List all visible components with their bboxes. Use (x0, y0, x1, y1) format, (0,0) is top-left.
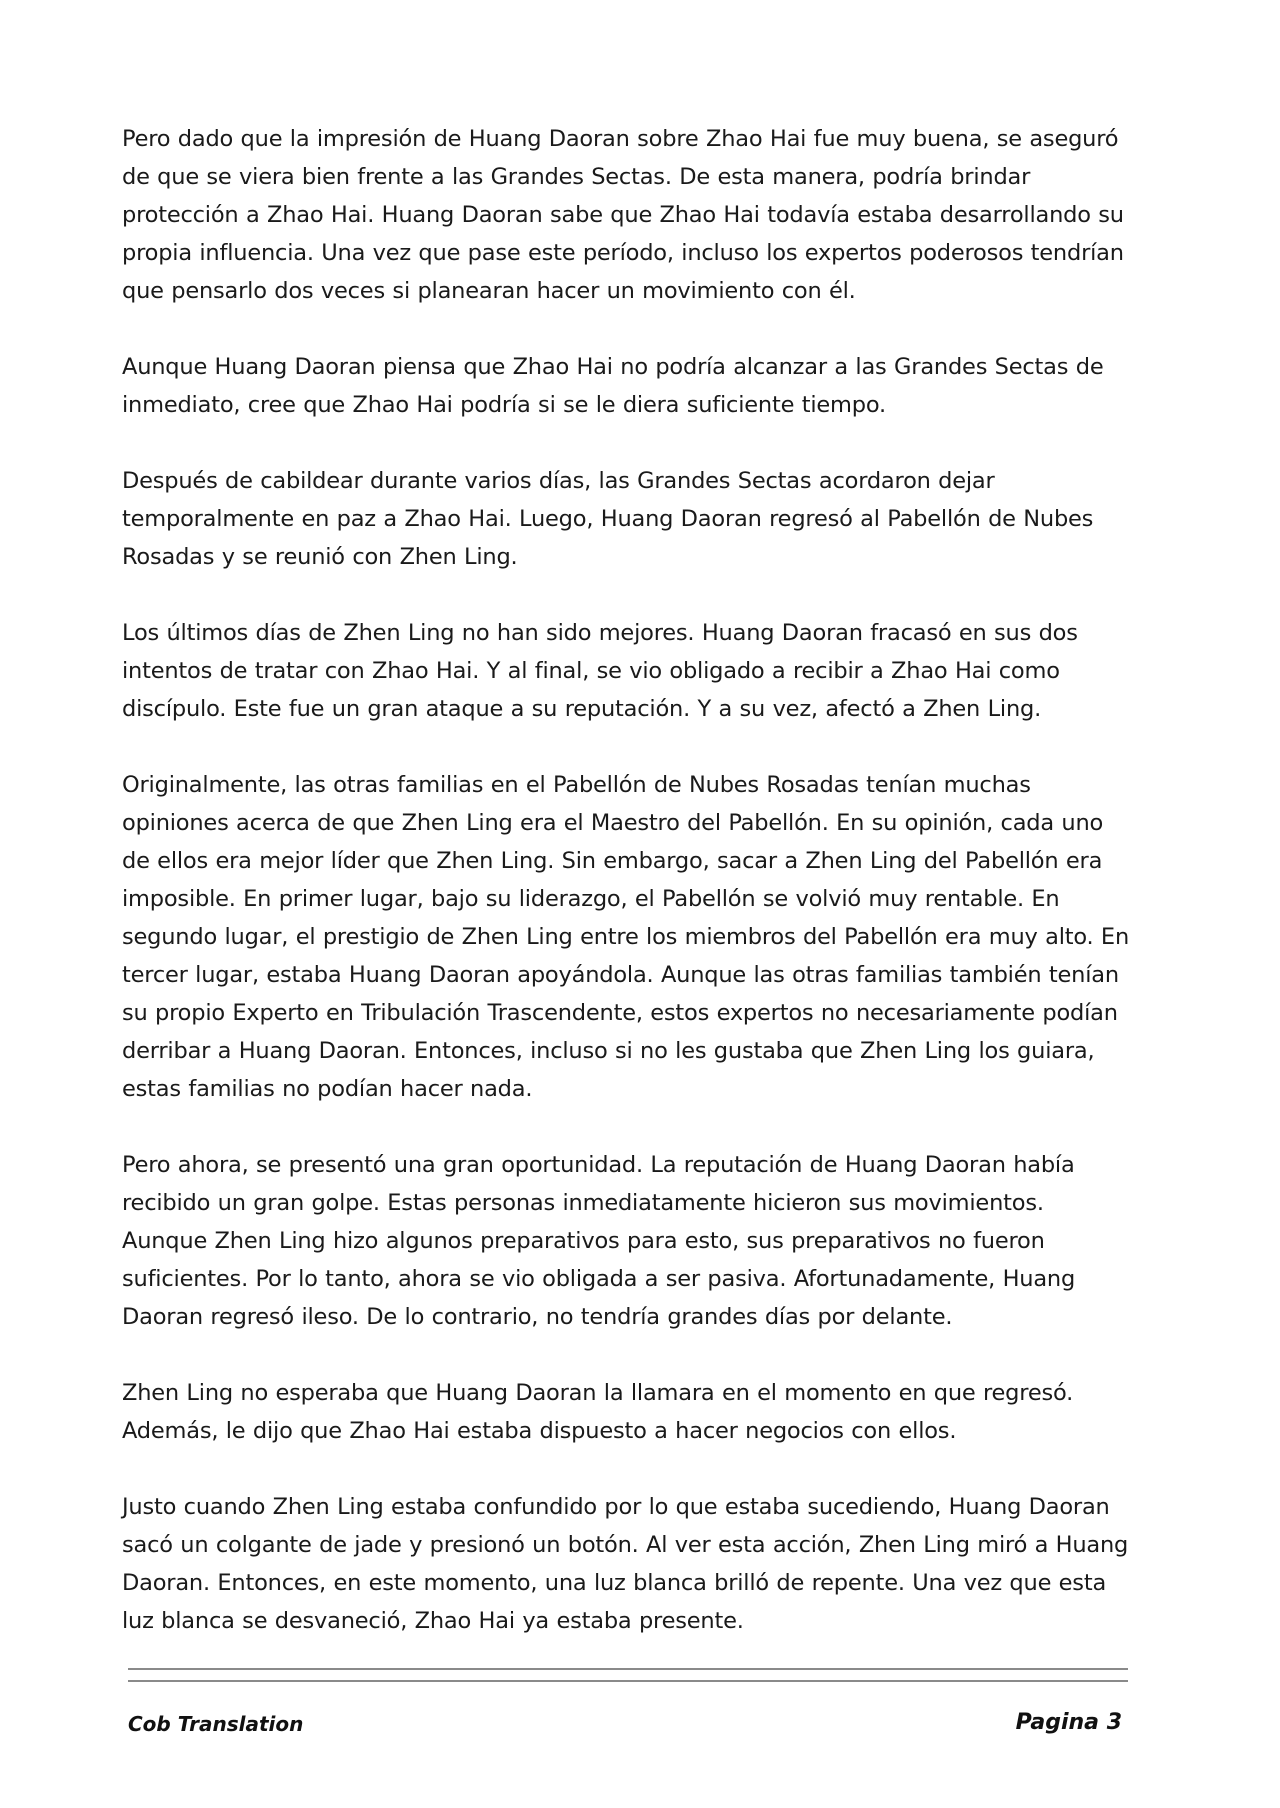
paragraph-4: Los últimos días de Zhen Ling no han sido mejores. Huang Daoran fracasó en sus dos intentos de tratar con Zhao Hai. Y al final, se vio obligado a recibir a Zhao Hai como discípulo. Este fue un gran ataque a su reputación. Y a su vez, afectó a Zhen Ling. (122, 620, 1078, 722)
paragraph-2: Aunque Huang Daoran piensa que Zhao Hai no podría alcanzar a las Grandes Sectas de inmediato, cree que Zhao Hai podría si se le diera suficiente tiempo. (122, 354, 1104, 418)
document-body (122, 120, 1132, 1678)
paragraph-1: Pero dado que la impresión de Huang Daoran sobre Zhao Hai fue muy buena, se aseguró de que se viera bien frente a las Grandes Sectas. De esta manera, podría brindar protección a Zhao Hai. Huang Daoran sabe que Zhao Hai todavía estaba desarrollando su propia influencia. Una vez que pase este período, incluso los expertos poderosos tendrían que pensarlo dos veces si planearan hacer un movimiento con él. (122, 126, 1124, 304)
paragraph-8: Justo cuando Zhen Ling estaba confundido por lo que estaba sucediendo, Huang Daoran sacó un colgante de jade y presionó un botón. Al ver esta acción, Zhen Ling miró a Huang Daoran. Entonces, en este momento, una luz blanca brilló de repente. Una vez que esta luz blanca se desvaneció, Zhao Hai ya estaba presente. (122, 1494, 1129, 1634)
footer-translator-credit: Cob Translation (128, 1712, 304, 1736)
paragraph-6: Pero ahora, se presentó una gran oportunidad. La reputación de Huang Daoran había recibido un gran golpe. Estas personas inmediatamente hicieron sus movimientos. Aunque Zhen Ling hizo algunos preparativos para esto, sus preparativos no fueron suficientes. Por lo tanto, ahora se vio obligada a ser pasiva. Afortunadamente, Huang Daoran regresó ileso. De lo contrario, no tendría grandes días por delante. (122, 1152, 1076, 1330)
footer-page-number: Pagina 3 (1015, 1710, 1122, 1735)
footer-divider-bottom (128, 1680, 1128, 1682)
paragraph-5: Originalmente, las otras familias en el Pabellón de Nubes Rosadas tenían muchas opiniones acerca de que Zhen Ling era el Maestro del Pabellón. En su opinión, cada uno de ellos era mejor líder que Zhen Ling. Sin embargo, sacar a Zhen Ling del Pabellón era imposible. En primer lugar, bajo su liderazgo, el Pabellón se volvió muy rentable. En segundo lugar, el prestigio de Zhen Ling entre los miembros del Pabellón era muy alto. En tercer lugar, estaba Huang Daoran apoyándola. Aunque las otras familias también tenían su propio Experto en Tribulación Trascendente, estos expertos no necesariamente podían derribar a Huang Daoran. Entonces, incluso si no les gustaba que Zhen Ling los guiara, estas familias no podían hacer nada. (122, 772, 1130, 1102)
footer-divider-top (128, 1668, 1128, 1670)
paragraph-7: Zhen Ling no esperaba que Huang Daoran la llamara en el momento en que regresó. Además, le dijo que Zhao Hai estaba dispuesto a hacer negocios con ellos. (122, 1380, 1074, 1444)
paragraph-3: Después de cabildear durante varios días, las Grandes Sectas acordaron dejar temporalmente en paz a Zhao Hai. Luego, Huang Daoran regresó al Pabellón de Nubes Rosadas y se reunió con Zhen Ling. (122, 468, 1094, 570)
